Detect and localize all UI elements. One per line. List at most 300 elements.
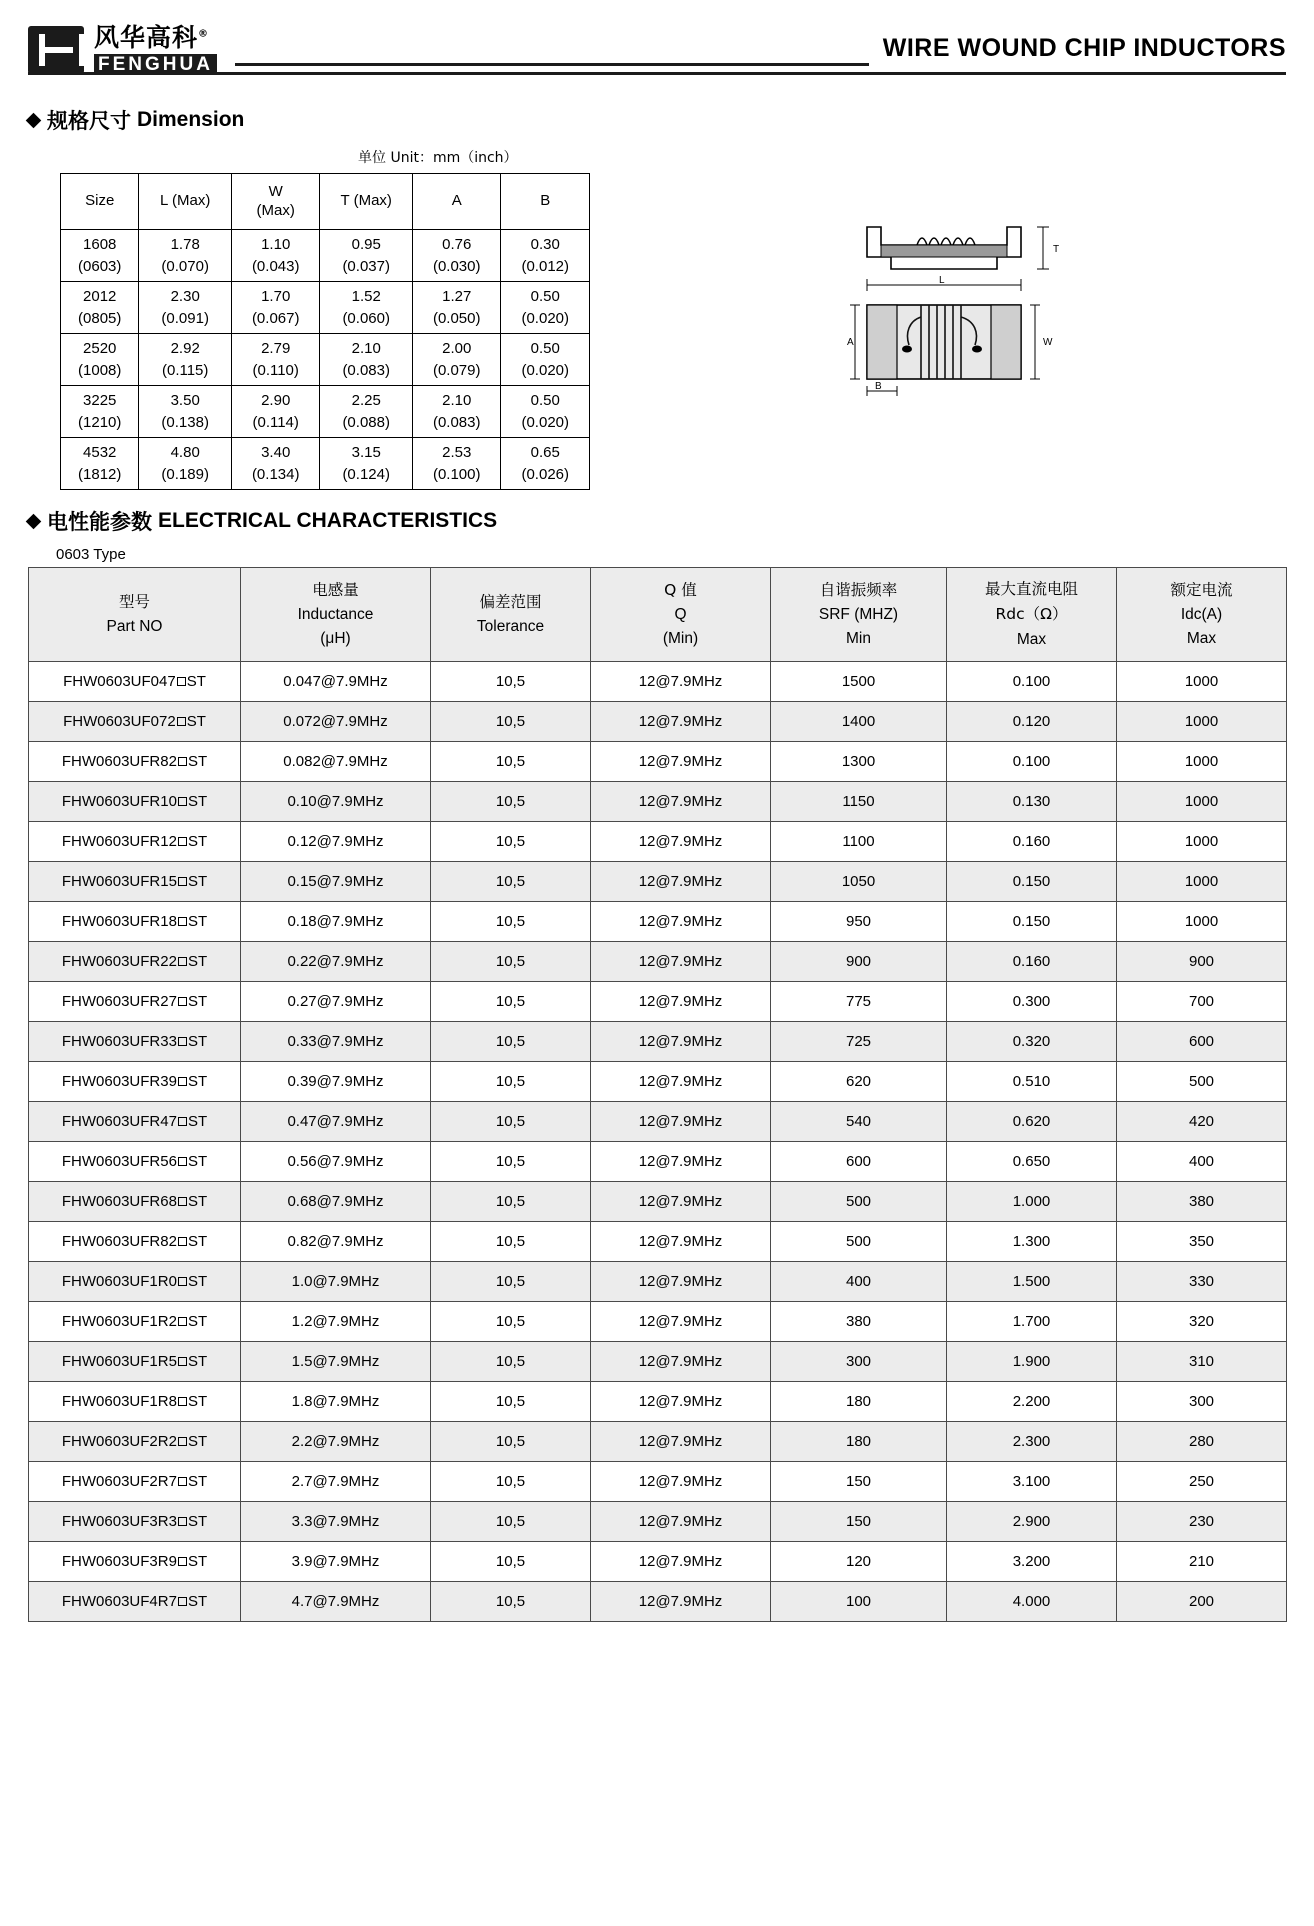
cell-q: 12@7.9MHz [591, 702, 771, 742]
part-no-prefix: FHW0603UFR82 [61, 753, 177, 770]
part-no-prefix: FHW0603UF1R5 [61, 1353, 177, 1370]
cell-a-inch: (0.083) [412, 412, 501, 438]
cell-idc: 1000 [1117, 662, 1287, 702]
cell-a-inch: (0.100) [412, 464, 501, 490]
part-no-prefix: FHW0603UFR56 [61, 1153, 177, 1170]
part-no-suffix: ST [187, 753, 208, 770]
table-row [29, 1182, 1287, 1222]
cell-srf: 150 [771, 1462, 947, 1502]
blank-code-box-icon [178, 917, 187, 926]
part-no-prefix: FHW0603UF2R7 [61, 1473, 177, 1490]
blank-code-box-icon [178, 1357, 187, 1366]
cell-inductance: 0.33@7.9MHz [241, 1022, 431, 1062]
part-no-suffix: ST [187, 1113, 208, 1130]
cell-rdc: 0.650 [947, 1142, 1117, 1182]
cell-idc: 1000 [1117, 902, 1287, 942]
cell-l: 2.92 [139, 334, 232, 360]
part-no-suffix: ST [187, 1073, 208, 1090]
dimension-drawing [668, 139, 1286, 435]
cell-inductance: 1.0@7.9MHz [241, 1262, 431, 1302]
table-row [29, 1222, 1287, 1262]
cell-idc: 210 [1117, 1542, 1287, 1582]
unit-note: 单位 Unit：mm（inch） [358, 150, 518, 166]
cell-srf: 950 [771, 902, 947, 942]
cell-part-no [29, 662, 241, 702]
cell-b-inch: (0.020) [501, 412, 590, 438]
cell-l-inch: (0.138) [139, 412, 232, 438]
cell-inductance: 0.18@7.9MHz [241, 902, 431, 942]
cell-srf: 100 [771, 1582, 947, 1622]
part-no-prefix: FHW0603UF1R0 [61, 1273, 177, 1290]
cell-part-no [29, 1502, 241, 1542]
cell-w: 1.70 [231, 282, 320, 308]
cell-idc: 330 [1117, 1262, 1287, 1302]
cell-srf: 300 [771, 1342, 947, 1382]
cell-tolerance: 10,5 [431, 1382, 591, 1422]
brand-name-en: FENGHUA [94, 54, 217, 75]
cell-rdc: 0.120 [947, 702, 1117, 742]
cell-b-inch: (0.012) [501, 256, 590, 282]
cell-q: 12@7.9MHz [591, 1222, 771, 1262]
cell-part-no [29, 982, 241, 1022]
cell-rdc: 0.150 [947, 902, 1117, 942]
cell-srf: 725 [771, 1022, 947, 1062]
cell-srf: 1500 [771, 662, 947, 702]
cell-size: 4532 [61, 438, 139, 464]
table-header-row [29, 568, 1287, 662]
cell-tolerance: 10,5 [431, 1182, 591, 1222]
cell-idc: 310 [1117, 1342, 1287, 1382]
cell-t: 1.52 [320, 282, 413, 308]
blank-code-box-icon [178, 1157, 187, 1166]
cell-tolerance: 10,5 [431, 1022, 591, 1062]
dimension-section [28, 139, 1286, 490]
part-no-prefix: FHW0603UFR18 [61, 913, 177, 930]
cell-inductance: 0.68@7.9MHz [241, 1182, 431, 1222]
part-no-suffix: ST [187, 953, 208, 970]
col-inductance: 电感量 Inductance (μH) [241, 568, 431, 662]
table-row [61, 412, 590, 438]
cell-part-no [29, 1462, 241, 1502]
cell-t: 2.10 [320, 334, 413, 360]
cell-idc: 350 [1117, 1222, 1287, 1262]
cell-q: 12@7.9MHz [591, 1502, 771, 1542]
cell-rdc: 0.510 [947, 1062, 1117, 1102]
part-no-suffix: ST [187, 793, 208, 810]
cell-part-no [29, 862, 241, 902]
diamond-bullet-icon [26, 513, 42, 529]
cell-size-inch: (1812) [61, 464, 139, 490]
col-b: B [501, 174, 590, 230]
cell-part-no [29, 902, 241, 942]
electrical-table-body [29, 662, 1287, 1622]
cell-b: 0.30 [501, 230, 590, 256]
svg-text:A: A [847, 337, 854, 348]
cell-idc: 250 [1117, 1462, 1287, 1502]
cell-part-no [29, 1022, 241, 1062]
cell-inductance: 0.10@7.9MHz [241, 782, 431, 822]
cell-srf: 1150 [771, 782, 947, 822]
cell-rdc: 4.000 [947, 1582, 1117, 1622]
cell-w: 1.10 [231, 230, 320, 256]
blank-code-box-icon [177, 717, 186, 726]
cell-rdc: 0.300 [947, 982, 1117, 1022]
cell-w: 3.40 [231, 438, 320, 464]
cell-w-inch: (0.067) [231, 308, 320, 334]
cell-inductance: 1.2@7.9MHz [241, 1302, 431, 1342]
cell-tolerance: 10,5 [431, 782, 591, 822]
col-size: Size [61, 174, 139, 230]
table-row [29, 1102, 1287, 1142]
cell-q: 12@7.9MHz [591, 822, 771, 862]
cell-t: 3.15 [320, 438, 413, 464]
cell-a-inch: (0.030) [412, 256, 501, 282]
section-heading-electrical [28, 506, 1286, 536]
cell-tolerance: 10,5 [431, 1422, 591, 1462]
cell-rdc: 0.130 [947, 782, 1117, 822]
cell-idc: 1000 [1117, 782, 1287, 822]
cell-srf: 180 [771, 1422, 947, 1462]
cell-q: 12@7.9MHz [591, 1342, 771, 1382]
table-row [29, 942, 1287, 982]
cell-part-no [29, 1262, 241, 1302]
cell-size: 2012 [61, 282, 139, 308]
cell-size: 1608 [61, 230, 139, 256]
cell-q: 12@7.9MHz [591, 1022, 771, 1062]
cell-q: 12@7.9MHz [591, 1422, 771, 1462]
cell-q: 12@7.9MHz [591, 1262, 771, 1302]
cell-rdc: 1.900 [947, 1342, 1117, 1382]
cell-part-no [29, 1182, 241, 1222]
cell-inductance: 0.39@7.9MHz [241, 1062, 431, 1102]
cell-b-inch: (0.020) [501, 360, 590, 386]
cell-q: 12@7.9MHz [591, 1382, 771, 1422]
part-no-suffix: ST [187, 1233, 208, 1250]
table-row [29, 822, 1287, 862]
cell-l-inch: (0.189) [139, 464, 232, 490]
cell-b: 0.50 [501, 386, 590, 412]
cell-inductance: 0.15@7.9MHz [241, 862, 431, 902]
cell-q: 12@7.9MHz [591, 1182, 771, 1222]
cell-idc: 1000 [1117, 862, 1287, 902]
cell-w-inch: (0.043) [231, 256, 320, 282]
cell-part-no [29, 1062, 241, 1102]
cell-inductance: 0.072@7.9MHz [241, 702, 431, 742]
cell-idc: 200 [1117, 1582, 1287, 1622]
col-rdc: 最大直流电阻 Rdc（Ω） Max [947, 568, 1117, 662]
table-row [61, 438, 590, 464]
part-no-suffix: ST [187, 1353, 208, 1370]
cell-part-no [29, 1542, 241, 1582]
cell-srf: 500 [771, 1182, 947, 1222]
cell-rdc: 0.620 [947, 1102, 1117, 1142]
cell-q: 12@7.9MHz [591, 1302, 771, 1342]
cell-l: 1.78 [139, 230, 232, 256]
cell-tolerance: 10,5 [431, 1222, 591, 1262]
table-row [29, 702, 1287, 742]
part-no-suffix: ST [187, 1273, 208, 1290]
cell-tolerance: 10,5 [431, 942, 591, 982]
blank-code-box-icon [178, 1317, 187, 1326]
table-row [29, 1142, 1287, 1182]
brand-block [94, 25, 217, 75]
blank-code-box-icon [178, 1077, 187, 1086]
cell-idc: 900 [1117, 942, 1287, 982]
part-no-prefix: FHW0603UFR47 [61, 1113, 177, 1130]
cell-inductance: 0.082@7.9MHz [241, 742, 431, 782]
cell-inductance: 0.47@7.9MHz [241, 1102, 431, 1142]
part-no-prefix: FHW0603UF1R2 [61, 1313, 177, 1330]
cell-tolerance: 10,5 [431, 1062, 591, 1102]
header-divider [235, 63, 869, 66]
part-no-prefix: FHW0603UFR82 [61, 1233, 177, 1250]
col-q: Q 值 Q (Min) [591, 568, 771, 662]
part-no-suffix: ST [187, 993, 208, 1010]
cell-b-inch: (0.026) [501, 464, 590, 490]
electrical-characteristics-table [28, 567, 1287, 1622]
cell-tolerance: 10,5 [431, 1342, 591, 1382]
cell-w: 2.79 [231, 334, 320, 360]
cell-l: 4.80 [139, 438, 232, 464]
cell-srf: 1100 [771, 822, 947, 862]
brand-name-cn: 风华高科 [94, 23, 199, 52]
col-l: L (Max) [139, 174, 232, 230]
cell-srf: 900 [771, 942, 947, 982]
subtype-label: 0603 Type [56, 546, 126, 563]
section-heading-dimension [28, 105, 1286, 135]
col-idc: 额定电流 Idc(A) Max [1117, 568, 1287, 662]
part-no-suffix: ST [187, 913, 208, 930]
cell-part-no [29, 702, 241, 742]
table-row [29, 782, 1287, 822]
cell-t-inch: (0.124) [320, 464, 413, 490]
cell-inductance: 0.27@7.9MHz [241, 982, 431, 1022]
cell-a-inch: (0.079) [412, 360, 501, 386]
cell-inductance: 1.5@7.9MHz [241, 1342, 431, 1382]
part-no-suffix: ST [187, 1033, 208, 1050]
cell-a: 2.10 [412, 386, 501, 412]
table-row [29, 1582, 1287, 1622]
cell-srf: 500 [771, 1222, 947, 1262]
cell-q: 12@7.9MHz [591, 1582, 771, 1622]
blank-code-box-icon [178, 957, 187, 966]
cell-part-no [29, 1222, 241, 1262]
blank-code-box-icon [178, 1397, 187, 1406]
cell-part-no [29, 1382, 241, 1422]
cell-part-no [29, 942, 241, 982]
part-no-prefix: FHW0603UFR22 [61, 953, 177, 970]
table-row [29, 1462, 1287, 1502]
cell-srf: 1400 [771, 702, 947, 742]
cell-t-inch: (0.037) [320, 256, 413, 282]
cell-tolerance: 10,5 [431, 742, 591, 782]
cell-idc: 1000 [1117, 742, 1287, 782]
cell-a-inch: (0.050) [412, 308, 501, 334]
cell-idc: 500 [1117, 1062, 1287, 1102]
cell-tolerance: 10,5 [431, 902, 591, 942]
cell-t: 0.95 [320, 230, 413, 256]
part-no-prefix: FHW0603UF3R9 [61, 1553, 177, 1570]
cell-srf: 775 [771, 982, 947, 1022]
cell-l-inch: (0.070) [139, 256, 232, 282]
blank-code-box-icon [178, 1117, 187, 1126]
cell-t-inch: (0.088) [320, 412, 413, 438]
cell-idc: 600 [1117, 1022, 1287, 1062]
cell-w: 2.90 [231, 386, 320, 412]
cell-part-no [29, 782, 241, 822]
part-no-prefix: FHW0603UFR27 [61, 993, 177, 1010]
diamond-bullet-icon [26, 112, 42, 128]
cell-rdc: 2.300 [947, 1422, 1117, 1462]
part-no-suffix: ST [187, 1433, 208, 1450]
cell-inductance: 2.7@7.9MHz [241, 1462, 431, 1502]
part-no-prefix: FHW0603UF3R3 [61, 1513, 177, 1530]
cell-tolerance: 10,5 [431, 662, 591, 702]
cell-rdc: 1.500 [947, 1262, 1117, 1302]
blank-code-box-icon [178, 1277, 187, 1286]
cell-part-no [29, 1342, 241, 1382]
cell-a: 1.27 [412, 282, 501, 308]
table-row [29, 1502, 1287, 1542]
cell-t-inch: (0.083) [320, 360, 413, 386]
dimension-table [60, 173, 590, 490]
cell-q: 12@7.9MHz [591, 742, 771, 782]
cell-idc: 700 [1117, 982, 1287, 1022]
part-no-suffix: ST [186, 673, 206, 690]
svg-text:T: T [1053, 244, 1060, 255]
col-part-no: 型号 Part NO [29, 568, 241, 662]
cell-tolerance: 10,5 [431, 1302, 591, 1342]
dimension-table-block [28, 139, 668, 490]
cell-part-no [29, 1102, 241, 1142]
cell-srf: 400 [771, 1262, 947, 1302]
cell-tolerance: 10,5 [431, 982, 591, 1022]
cell-a: 2.53 [412, 438, 501, 464]
table-header-row [61, 174, 590, 230]
blank-code-box-icon [178, 1597, 187, 1606]
table-row [29, 1422, 1287, 1462]
part-no-suffix: ST [186, 713, 206, 730]
cell-q: 12@7.9MHz [591, 982, 771, 1022]
part-no-suffix: ST [187, 1313, 208, 1330]
cell-tolerance: 10,5 [431, 702, 591, 742]
cell-q: 12@7.9MHz [591, 662, 771, 702]
cell-tolerance: 10,5 [431, 862, 591, 902]
table-row [29, 1262, 1287, 1302]
cell-q: 12@7.9MHz [591, 902, 771, 942]
part-no-prefix: FHW0603UFR10 [61, 793, 177, 810]
table-row [61, 308, 590, 334]
cell-rdc: 0.150 [947, 862, 1117, 902]
blank-code-box-icon [178, 1197, 187, 1206]
cell-tolerance: 10,5 [431, 1462, 591, 1502]
blank-code-box-icon [178, 1037, 187, 1046]
part-no-suffix: ST [187, 1593, 208, 1610]
cell-w-inch: (0.110) [231, 360, 320, 386]
table-row [29, 1062, 1287, 1102]
cell-part-no [29, 1422, 241, 1462]
cell-idc: 1000 [1117, 702, 1287, 742]
cell-size-inch: (1210) [61, 412, 139, 438]
cell-part-no [29, 1582, 241, 1622]
cell-idc: 230 [1117, 1502, 1287, 1542]
blank-code-box-icon [178, 1237, 187, 1246]
cell-b: 0.50 [501, 334, 590, 360]
cell-q: 12@7.9MHz [591, 1102, 771, 1142]
cell-idc: 300 [1117, 1382, 1287, 1422]
component-outline-drawing-icon [847, 205, 1107, 435]
blank-code-box-icon [178, 797, 187, 806]
col-t: T (Max) [320, 174, 413, 230]
cell-srf: 620 [771, 1062, 947, 1102]
cell-srf: 1050 [771, 862, 947, 902]
cell-idc: 380 [1117, 1182, 1287, 1222]
part-no-prefix: FHW0603UFR15 [61, 873, 177, 890]
part-no-prefix: FHW0603UF4R7 [61, 1593, 177, 1610]
cell-l-inch: (0.115) [139, 360, 232, 386]
blank-code-box-icon [177, 677, 186, 686]
cell-rdc: 1.000 [947, 1182, 1117, 1222]
cell-t: 2.25 [320, 386, 413, 412]
blank-code-box-icon [178, 877, 187, 886]
cell-idc: 280 [1117, 1422, 1287, 1462]
part-no-prefix: FHW0603UFR12 [61, 833, 177, 850]
cell-inductance: 0.22@7.9MHz [241, 942, 431, 982]
cell-inductance: 4.7@7.9MHz [241, 1582, 431, 1622]
cell-part-no [29, 1302, 241, 1342]
cell-srf: 380 [771, 1302, 947, 1342]
cell-part-no [29, 742, 241, 782]
electrical-heading-en: ELECTRICAL CHARACTERISTICS [158, 509, 498, 532]
part-no-suffix: ST [187, 1393, 208, 1410]
table-row [61, 256, 590, 282]
col-w: W (Max) [231, 174, 320, 230]
blank-code-box-icon [178, 1437, 187, 1446]
cell-srf: 120 [771, 1542, 947, 1582]
cell-tolerance: 10,5 [431, 1582, 591, 1622]
cell-rdc: 0.320 [947, 1022, 1117, 1062]
blank-code-box-icon [178, 997, 187, 1006]
cell-rdc: 0.160 [947, 822, 1117, 862]
cell-q: 12@7.9MHz [591, 1062, 771, 1102]
part-no-suffix: ST [187, 873, 208, 890]
svg-text:B: B [875, 381, 882, 392]
table-row [29, 982, 1287, 1022]
cell-inductance: 0.56@7.9MHz [241, 1142, 431, 1182]
part-no-suffix: ST [187, 1153, 208, 1170]
dimension-heading-en: Dimension [137, 108, 245, 131]
cell-part-no [29, 1142, 241, 1182]
blank-code-box-icon [178, 1477, 187, 1486]
cell-size-inch: (0603) [61, 256, 139, 282]
cell-q: 12@7.9MHz [591, 1542, 771, 1582]
part-no-prefix: FHW0603UFR68 [61, 1193, 177, 1210]
cell-t-inch: (0.060) [320, 308, 413, 334]
cell-rdc: 2.900 [947, 1502, 1117, 1542]
col-a: A [412, 174, 501, 230]
part-no-suffix: ST [187, 1553, 208, 1570]
table-row [61, 230, 590, 256]
table-row [61, 334, 590, 360]
cell-inductance: 1.8@7.9MHz [241, 1382, 431, 1422]
cell-srf: 600 [771, 1142, 947, 1182]
cell-l: 3.50 [139, 386, 232, 412]
table-row [61, 386, 590, 412]
header-bottom-divider [28, 72, 1286, 75]
cell-l-inch: (0.091) [139, 308, 232, 334]
cell-q: 12@7.9MHz [591, 1462, 771, 1502]
table-row [29, 1022, 1287, 1062]
